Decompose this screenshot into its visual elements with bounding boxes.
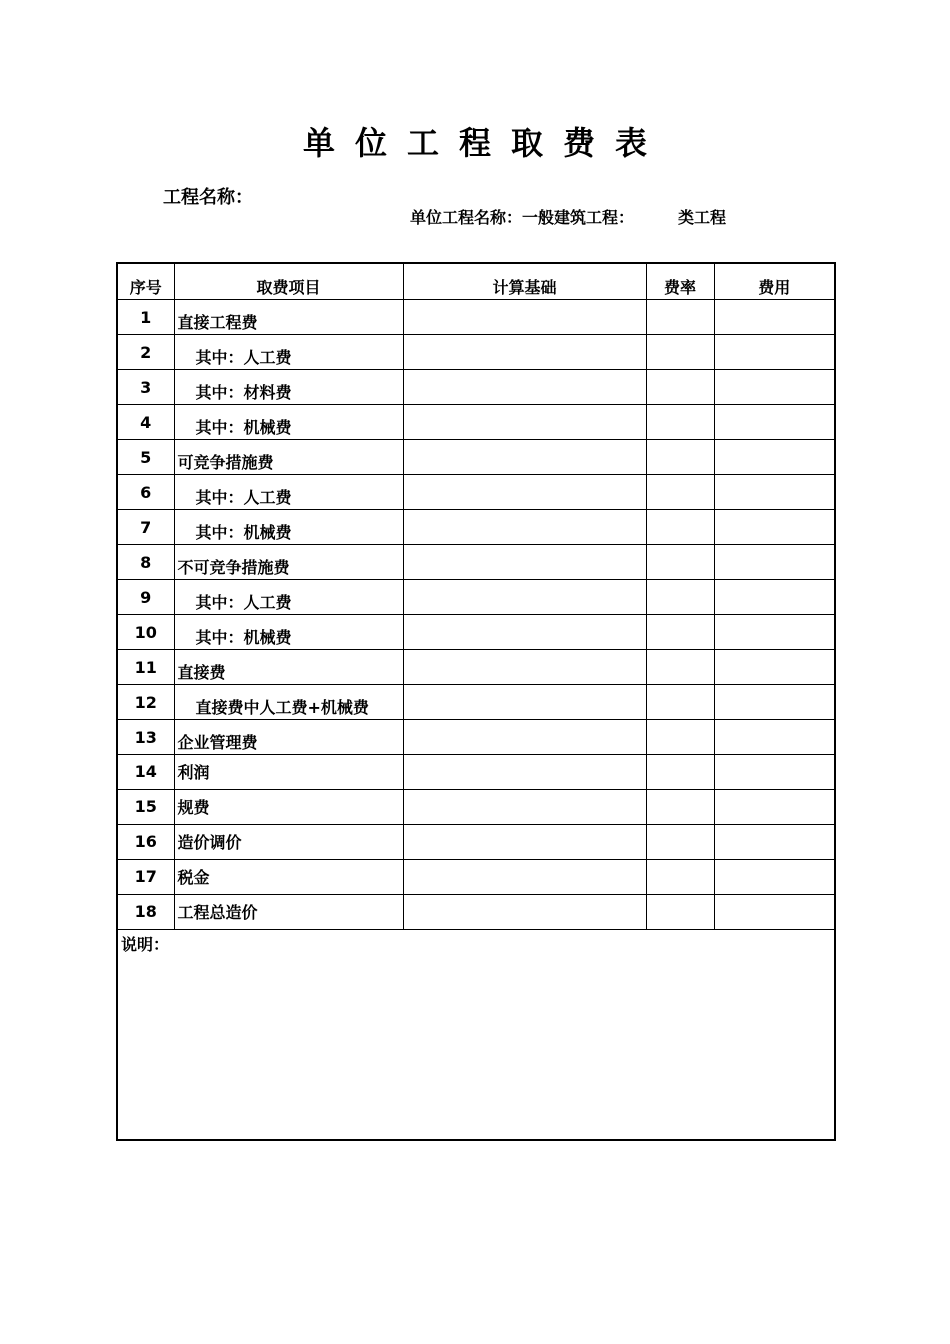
base-cell[interactable] [403,439,646,474]
table-row [117,824,835,859]
base-cell[interactable] [403,719,646,754]
base-cell[interactable] [403,334,646,369]
header-fee: 费用 [714,263,835,299]
table-row [117,369,835,404]
rate-cell[interactable] [646,334,714,369]
rate-cell[interactable] [646,754,714,789]
unit-name-suffix: 类工程 [678,208,727,227]
row-item: 其中：材料费 [174,369,403,404]
row-item: 其中：人工费 [174,474,403,509]
row-number: 3 [117,369,174,404]
notes-row [117,929,835,1140]
table-row [117,614,835,649]
header-base: 计算基础 [403,263,646,299]
table-row [117,439,835,474]
page-title: 单位工程取费表 [302,124,667,162]
row-number: 12 [117,684,174,719]
fee-cell[interactable] [714,789,835,824]
row-number: 1 [117,299,174,334]
row-item: 其中：人工费 [174,579,403,614]
rate-cell[interactable] [646,299,714,334]
base-cell[interactable] [403,299,646,334]
base-cell[interactable] [403,859,646,894]
rate-cell[interactable] [646,509,714,544]
base-cell[interactable] [403,894,646,929]
base-cell[interactable] [403,579,646,614]
base-cell[interactable] [403,369,646,404]
table-row [117,299,835,334]
row-item: 规费 [174,789,403,824]
row-number: 18 [117,894,174,929]
base-cell[interactable] [403,824,646,859]
fee-cell[interactable] [714,719,835,754]
row-item: 直接工程费 [174,299,403,334]
fee-cell[interactable] [714,754,835,789]
header-item: 取费项目 [174,263,403,299]
base-cell[interactable] [403,789,646,824]
base-cell[interactable] [403,649,646,684]
table-row [117,334,835,369]
row-number: 8 [117,544,174,579]
rate-cell[interactable] [646,824,714,859]
table-row [117,579,835,614]
row-number: 7 [117,509,174,544]
table-row [117,509,835,544]
row-number: 2 [117,334,174,369]
fee-cell[interactable] [714,334,835,369]
row-item: 企业管理费 [174,719,403,754]
fee-cell[interactable] [714,404,835,439]
unit-name-line [410,205,726,228]
table-row [117,754,835,789]
notes-label: 说明： [121,934,170,954]
rate-cell[interactable] [646,789,714,824]
header-rate: 费率 [646,263,714,299]
row-number: 10 [117,614,174,649]
row-number: 15 [117,789,174,824]
row-item: 税金 [174,859,403,894]
fee-cell[interactable] [714,439,835,474]
row-number: 17 [117,859,174,894]
row-number: 14 [117,754,174,789]
table-row [117,894,835,929]
table-row [117,789,835,824]
rate-cell[interactable] [646,404,714,439]
row-number: 6 [117,474,174,509]
rate-cell[interactable] [646,474,714,509]
project-name-label: 工程名称： [163,187,253,208]
fee-cell[interactable] [714,369,835,404]
table-row [117,649,835,684]
row-item: 其中：机械费 [174,614,403,649]
base-cell[interactable] [403,614,646,649]
rate-cell[interactable] [646,649,714,684]
table-row [117,474,835,509]
fee-cell[interactable] [714,509,835,544]
table-row [117,719,835,754]
row-item: 工程总造价 [174,894,403,929]
rate-cell[interactable] [646,719,714,754]
table-header-row [117,263,835,299]
base-cell[interactable] [403,684,646,719]
row-item: 直接费 [174,649,403,684]
fee-cell[interactable] [714,649,835,684]
row-number: 16 [117,824,174,859]
rate-cell[interactable] [646,544,714,579]
fee-cell[interactable] [714,299,835,334]
rate-cell[interactable] [646,894,714,929]
row-number: 11 [117,649,174,684]
fee-cell[interactable] [714,544,835,579]
fee-cell[interactable] [714,859,835,894]
table-row [117,684,835,719]
row-number: 4 [117,404,174,439]
row-item: 不可竞争措施费 [174,544,403,579]
notes-cell[interactable] [117,929,835,1140]
fee-cell[interactable] [714,474,835,509]
row-item: 其中：机械费 [174,509,403,544]
fee-cell[interactable] [714,894,835,929]
row-number: 5 [117,439,174,474]
fee-cell[interactable] [714,579,835,614]
row-item: 造价调价 [174,824,403,859]
table-row [117,404,835,439]
rate-cell[interactable] [646,614,714,649]
base-cell[interactable] [403,474,646,509]
base-cell[interactable] [403,509,646,544]
header-no: 序号 [117,263,174,299]
table-row [117,859,835,894]
base-cell[interactable] [403,404,646,439]
fee-cell[interactable] [714,614,835,649]
rate-cell[interactable] [646,369,714,404]
row-item: 可竞争措施费 [174,439,403,474]
row-item: 直接费中人工费+机械费 [174,684,403,719]
rate-cell[interactable] [646,439,714,474]
fee-table [116,262,836,1141]
row-number: 9 [117,579,174,614]
row-item: 利润 [174,754,403,789]
base-cell[interactable] [403,544,646,579]
rate-cell[interactable] [646,579,714,614]
base-cell[interactable] [403,754,646,789]
table-row [117,544,835,579]
rate-cell[interactable] [646,859,714,894]
row-item: 其中：人工费 [174,334,403,369]
rate-cell[interactable] [646,684,714,719]
row-number: 13 [117,719,174,754]
fee-cell[interactable] [714,684,835,719]
row-item: 其中：机械费 [174,404,403,439]
fee-cell[interactable] [714,824,835,859]
unit-name-label: 单位工程名称：一般建筑工程： [410,208,635,227]
